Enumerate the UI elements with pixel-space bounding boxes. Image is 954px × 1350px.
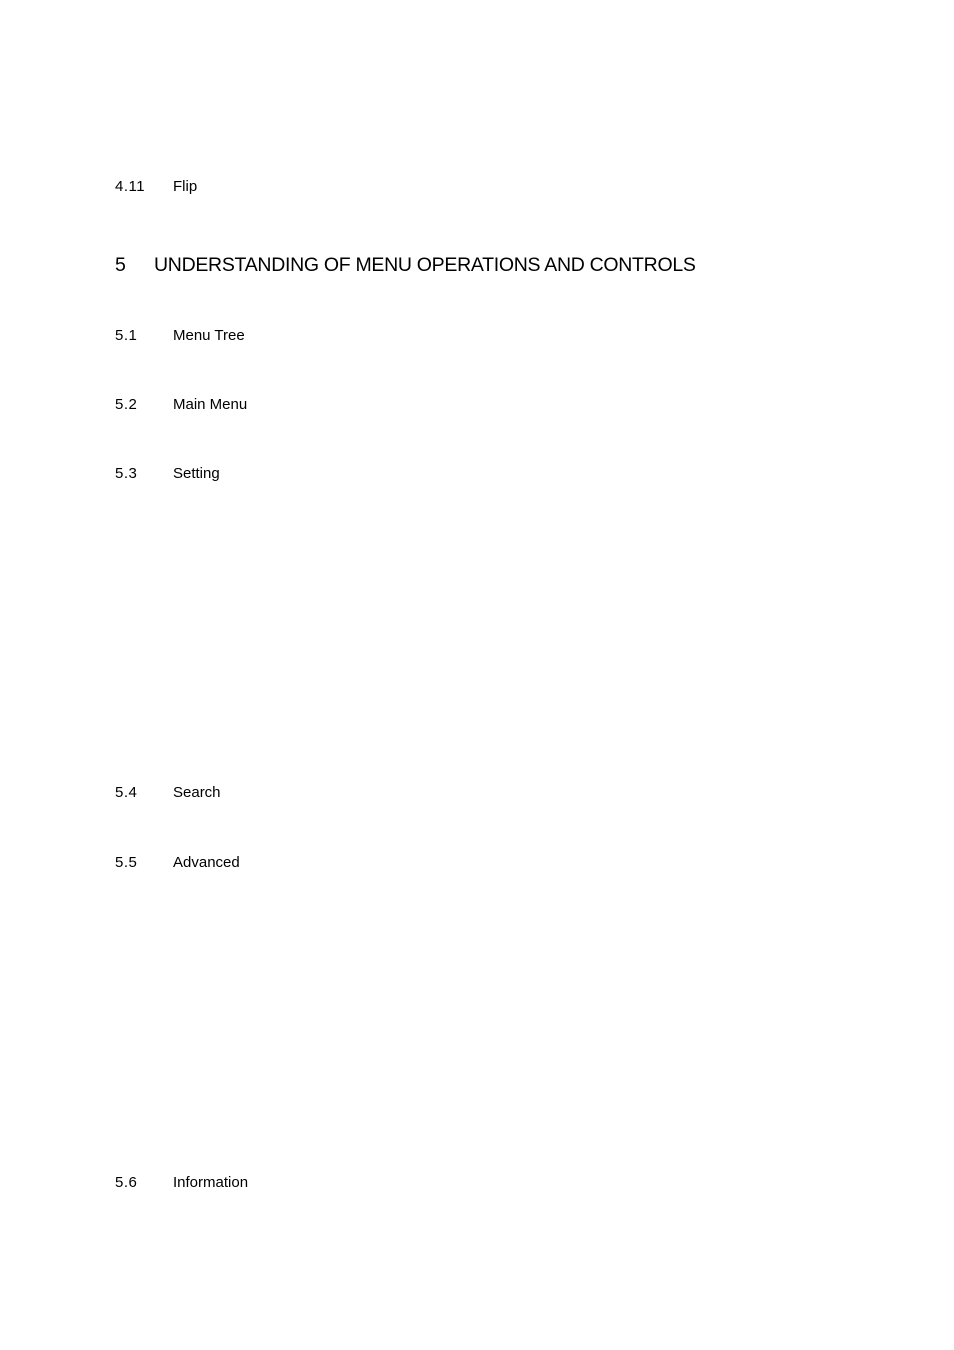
section-title: Main Menu	[173, 396, 248, 413]
section-number: 5.3	[115, 465, 138, 482]
section-number: 4.11	[115, 178, 146, 195]
section-heading-5-4	[115, 785, 515, 803]
section-heading-5-2	[115, 397, 515, 415]
section-heading-5-3	[115, 466, 515, 484]
section-title: Setting	[173, 465, 220, 482]
section-number: 5.4	[115, 784, 138, 801]
chapter-title: UNDERSTANDING OF MENU OPERATIONS AND CONTROLS	[154, 254, 696, 276]
section-number: 5.6	[115, 1174, 138, 1191]
section-title: Search	[173, 784, 221, 801]
section-title: Flip	[173, 178, 198, 195]
section-number: 5.5	[115, 854, 138, 871]
section-heading-5-5	[115, 855, 515, 873]
section-number: 5.1	[115, 327, 138, 344]
section-title: Advanced	[173, 854, 240, 871]
section-title: Information	[173, 1174, 249, 1191]
section-heading-4-11	[115, 179, 515, 197]
section-title: Menu Tree	[173, 327, 245, 344]
section-number: 5.2	[115, 396, 138, 413]
section-heading-5-6	[115, 1175, 515, 1193]
section-heading-5-1	[115, 328, 515, 346]
chapter-number: 5	[115, 254, 126, 276]
chapter-heading-5	[115, 256, 815, 280]
